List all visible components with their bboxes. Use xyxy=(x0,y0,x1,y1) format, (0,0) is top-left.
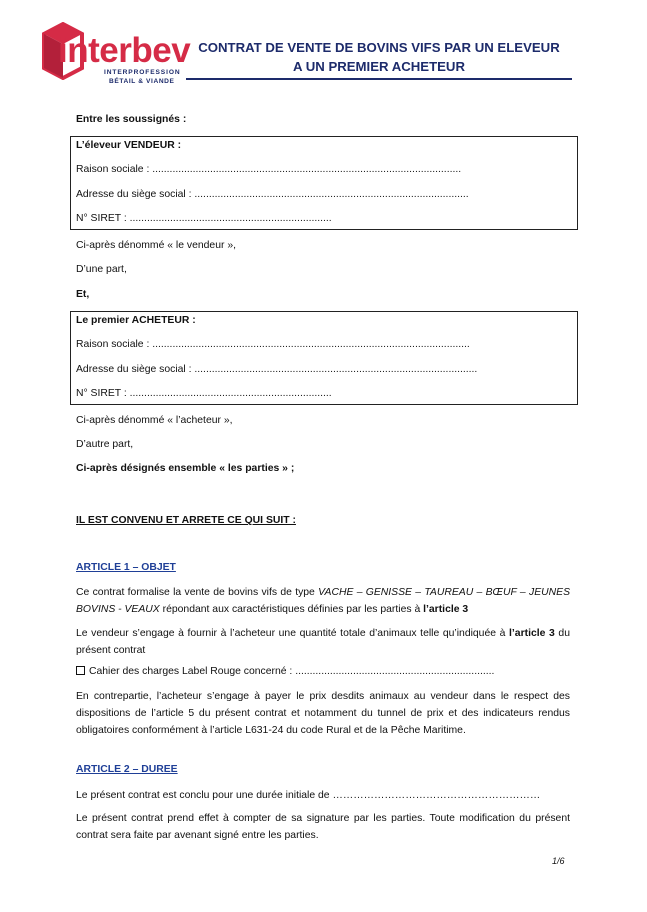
article-2-heading: ARTICLE 2 – DUREE xyxy=(76,764,178,775)
logo-subtitle-2: BÉTAIL & VIANDE xyxy=(109,78,175,85)
title-line-1: CONTRAT DE VENTE DE BOVINS VIFS PAR UN ELEVEUR xyxy=(198,40,560,55)
et-label: Et, xyxy=(76,289,90,300)
buyer-denomme: Ci-après dénommé « l’acheteur », xyxy=(76,415,233,426)
document-title xyxy=(186,38,572,76)
seller-heading: L’éleveur VENDEUR : xyxy=(76,140,182,151)
convenu-heading: IL EST CONVENU ET ARRETE CE QUI SUIT : xyxy=(76,515,296,526)
buyer-raison-sociale: Raison sociale : .............................................................................................................. xyxy=(76,339,470,350)
article-1-heading: ARTICLE 1 – OBJET xyxy=(76,562,176,573)
article-3-reference: l’article 3 xyxy=(509,628,555,639)
seller-adresse: Adresse du siège social : ............................................................................................... xyxy=(76,189,469,200)
article-2-paragraph-2: Le présent contrat prend effet à compter de sa signature par les parties. Toute modification du présent contrat sera faite par avenant signé entre les parties. xyxy=(76,813,570,841)
label-rouge-text: Cahier des charges Label Rouge concerné : ..................................................................... xyxy=(89,666,495,677)
article-3-reference: l’article 3 xyxy=(423,604,469,615)
bovine-types: VACHE – GENISSE – TAUREAU – BŒUF – JEUNES BOVINS - VEAUX xyxy=(76,587,570,615)
title-line-2: A UN PREMIER ACHETEUR xyxy=(293,59,465,74)
page-number: 1/6 xyxy=(552,856,565,866)
label-rouge-line xyxy=(76,665,494,679)
dautre-part: D’autre part, xyxy=(76,439,134,450)
title-underline xyxy=(186,78,572,80)
article-2-paragraph-1: Le présent contrat est conclu pour une durée initiale de …………………………………………………… xyxy=(76,790,541,801)
logo-subtitle-1: INTERPROFESSION xyxy=(104,69,181,76)
article-1-paragraph-1: Ce contrat formalise la vente de bovins vifs de type VACHE – GENISSE – TAUREAU – BŒUF – JEUNES BOVINS - VEAUX répondant aux caractéristiques définies par les parties à l’article 3 xyxy=(76,587,570,615)
article-1-paragraph-2: Le vendeur s’engage à fournir à l’acheteur une quantité totale d’animaux telle qu’indiquée à l’article 3 du présent contrat xyxy=(76,628,570,656)
logo-wordmark: interbev xyxy=(58,31,191,70)
seller-raison-sociale: Raison sociale : ........................................................................................................... xyxy=(76,164,462,175)
parties-ensemble: Ci-après désignés ensemble « les parties » ; xyxy=(76,463,295,474)
seller-denomme: Ci-après dénommé « le vendeur », xyxy=(76,240,236,251)
article-1-paragraph-3: En contrepartie, l’acheteur s’engage à payer le prix desdits animaux au vendeur dans le respect des dispositions de l’article 5 du présent contrat et notamment du tunnel de prix et des indicateurs rendus obligatoires conformément à l’article L631-24 du code Rural et de la Pêche Maritime. xyxy=(76,691,570,736)
buyer-adresse: Adresse du siège social : .................................................................................................. xyxy=(76,364,478,375)
dune-part: D’une part, xyxy=(76,264,127,275)
checkbox-icon[interactable] xyxy=(76,666,85,675)
buyer-siret: N° SIRET : ...................................................................... xyxy=(76,388,332,399)
parties-intro: Entre les soussignés : xyxy=(76,114,187,125)
seller-siret: N° SIRET : ...................................................................... xyxy=(76,213,332,224)
buyer-heading: Le premier ACHETEUR : xyxy=(76,315,196,326)
interbev-logo xyxy=(40,20,191,85)
